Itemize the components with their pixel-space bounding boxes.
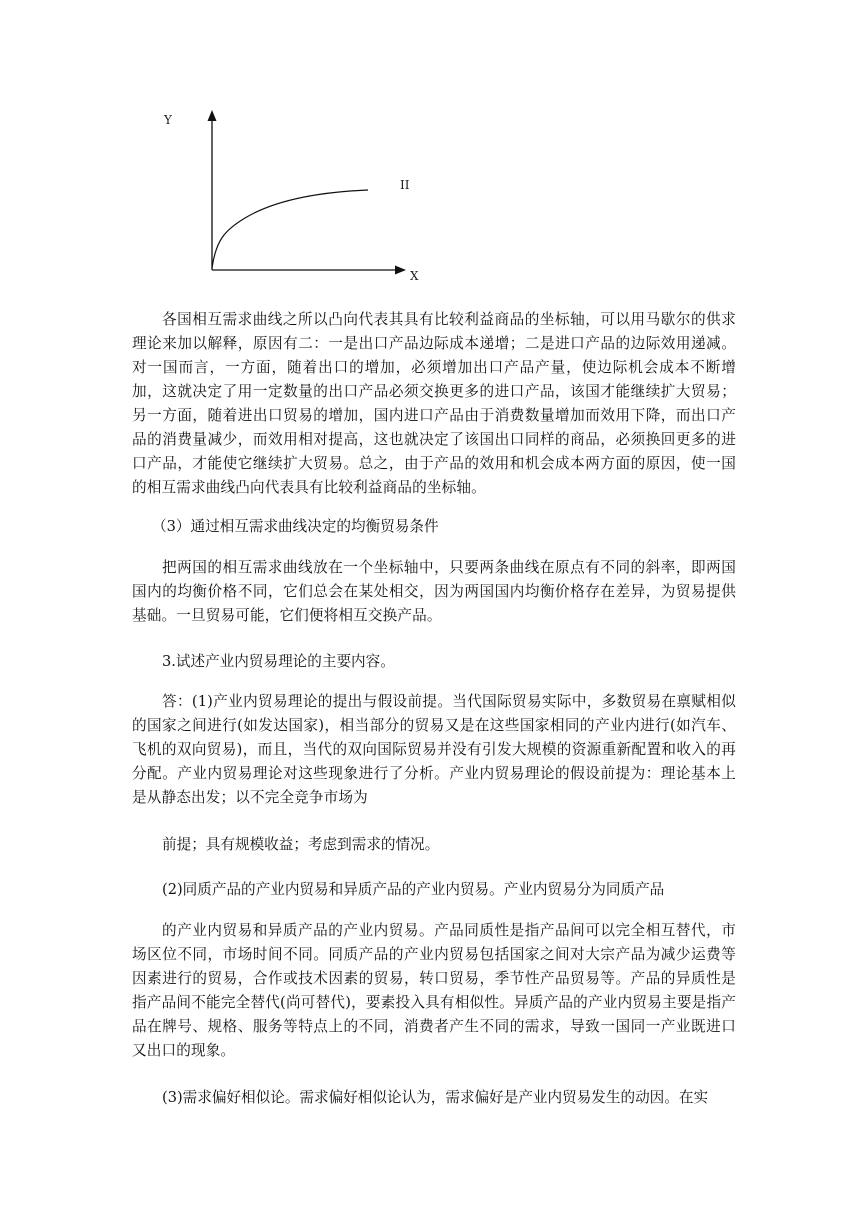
question-heading-intra-industry: 3.试述产业内贸易理论的主要内容。	[162, 653, 395, 670]
paragraph-answer-2-heading: (2)同质产品的产业内贸易和异质产品的产业内贸易。产业内贸易分为同质产品	[162, 881, 665, 898]
demand-curve	[212, 190, 368, 268]
y-axis-arrow	[208, 110, 217, 121]
curve-diagram	[150, 100, 430, 290]
y-axis-label: Y	[164, 113, 172, 127]
x-axis-label: X	[410, 269, 419, 283]
paragraph-premise-continuation: 前提；具有规模收益；考虑到需求的情况。	[162, 836, 440, 853]
paragraph-convexity-explanation: 各国相互需求曲线之所以凸向代表其具有比较利益商品的坐标轴，可以用马歇尔的供求理论来加以解释，原因有二：一是出口产品边际成本递增；二是进口产品的边际效用递减。对一国而言，一方面，随着出口的增加，必须增加出口产品产量，使边际机会成本不断增加，这就决定了用一定数量的出口产品必须交换更多的进口产品，该国才能继续扩大贸易；另一方面，随着进出口贸易的增加，国内进口产品由于消费数量增加而效用下降，而出口产品的消费量减少，而效用相对提高，这也就决定了该国出口同样的商品，必须换回更多的进口产品，才能使它继续扩大贸易。总之，由于产品的效用和机会成本两方面的原因，使一国的相互需求曲线凸向代表具有比较利益商品的坐标轴。	[132, 311, 736, 496]
curve-label: II	[400, 178, 410, 192]
x-axis-arrow	[395, 266, 406, 275]
paragraph-answer-1: 答：(1)产业内贸易理论的提出与假设前提。当代国际贸易实际中，多数贸易在禀赋相似的国家之间进行(如发达国家)，相当部分的贸易又是在这些国家相同的产业内进行(如汽车、飞机的双向贸易)，而且，当代的双向国际贸易并没有引发大规模的资源重新配置和收入的再分配。产业内贸易理论对这些现象进行了分析。产业内贸易理论的假设前提为：理论基本上是从静态出发；以不完全竞争市场为	[132, 693, 736, 806]
paragraph-answer-3: (3)需求偏好相似论。需求偏好相似论认为，需求偏好是产业内贸易发生的动因。在实	[162, 1089, 709, 1106]
paragraph-two-countries: 把两国的相互需求曲线放在一个坐标轴中，只要两条曲线在原点有不同的斜率，即两国国内的均衡价格不同，它们总会在某处相交，因为两国国内均衡价格存在差异，为贸易提供基础。一旦贸易可能，它们便将相互交换产品。	[132, 559, 736, 624]
section-heading-equilibrium: （3）通过相互需求曲线决定的均衡贸易条件	[152, 518, 439, 535]
paragraph-homogeneous-heterogeneous: 的产业内贸易和异质产品的产业内贸易。产品同质性是指产品间可以完全相互替代，市场区位不同，市场时间不同。同质产品的产业内贸易包括国家之间对大宗产品为减少运费等因素进行的贸易，合作或技术因素的贸易，转口贸易，季节性产品贸易等。产品的异质性是指产品间不能完全替代(尚可替代)，要素投入具有相似性。异质产品的产业内贸易主要是指产品在牌号、规格、服务等特点上的不同，消费者产生不同的需求，导致一国同一产业既进口又出口的现象。	[132, 922, 736, 1059]
reciprocal-demand-curve-figure	[150, 100, 430, 290]
